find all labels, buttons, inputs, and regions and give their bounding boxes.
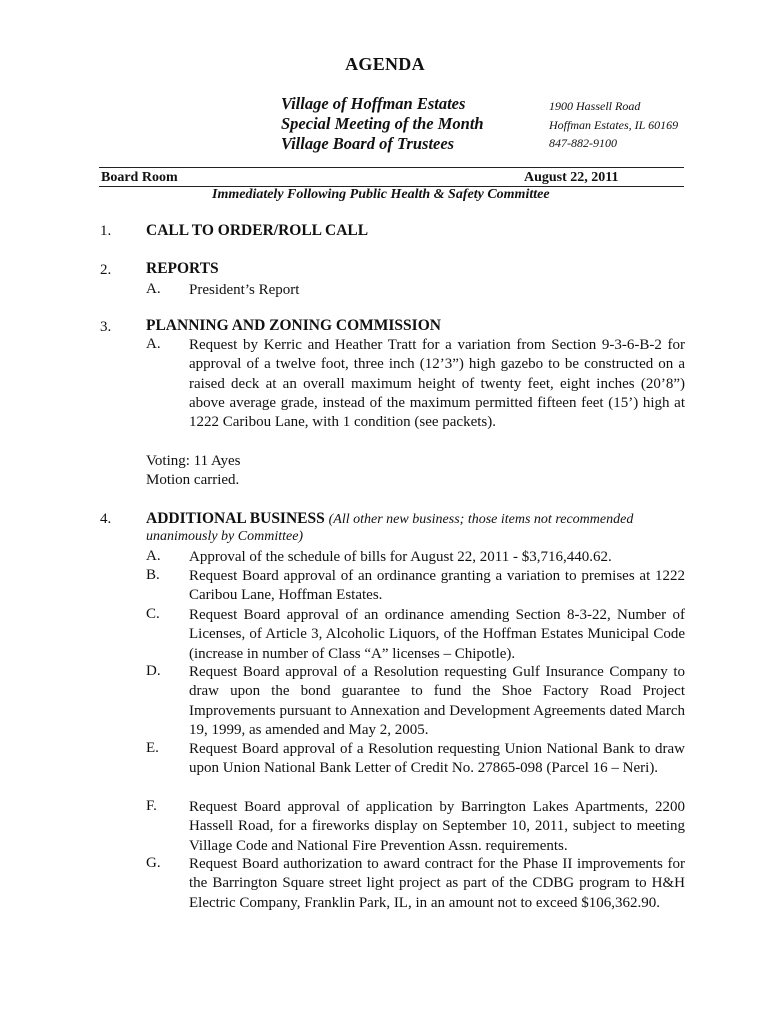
item-resolution-union-national: Request Board approval of a Resolution requesting Union National Bank to draw upon Union National Bank Letter of Credit No. 27865-098 (Parcel 16 – Neri).: [189, 741, 685, 777]
address-phone: 847-882-9100: [549, 136, 617, 150]
voting-result: Voting: 11 Ayes: [146, 453, 241, 469]
item-letter: F.: [146, 798, 157, 814]
section-title-text: ADDITIONAL BUSINESS: [146, 510, 325, 527]
meeting-following-note: Immediately Following Public Health & Safety Committee: [212, 187, 550, 202]
section-note: (All other new business; those items not recommended: [328, 512, 634, 527]
section-title-planning-zoning: PLANNING AND ZONING COMMISSION: [146, 317, 441, 334]
item-letter: B.: [146, 567, 160, 583]
item-fireworks-application: Request Board approval of application by Barrington Lakes Apartments, 2200 Hassell Road, for a fireworks display on September 10, 2011, subject to meeting Village Code and National Fire Prevention Assn. requirements.: [189, 799, 685, 854]
section-number: 1.: [100, 223, 112, 239]
item-ordinance-licenses: Request Board approval of an ordinance amending Section 8-3-22, Number of Licenses, of Article 3, Alcoholic Liquors, of the Hoffman Estates Municipal Code (increase in number of Class “A” licenses – Chipotle).: [189, 607, 685, 662]
meeting-room: Board Room: [101, 170, 178, 185]
agenda-title: AGENDA: [345, 54, 425, 74]
item-ordinance-variation: Request Board approval of an ordinance granting a variation to premises at 1222 Caribou Lane, Hoffman Estates.: [189, 568, 685, 604]
address-city: Hoffman Estates, IL 60169: [549, 117, 679, 132]
address-street: 1900 Hassell Road: [549, 99, 641, 113]
section-title-call-to-order: CALL TO ORDER/ROLL CALL: [146, 222, 369, 239]
item-letter: E.: [146, 740, 159, 756]
section-note-continued: unanimously by Committee): [146, 529, 304, 544]
section-title-reports: REPORTS: [146, 260, 219, 277]
item-letter: A.: [146, 548, 161, 564]
meeting-date: August 22, 2011: [524, 170, 619, 185]
org-line-village: Village of Hoffman Estates: [281, 94, 466, 113]
section-number: 4.: [100, 511, 112, 527]
item-resolution-gulf-insurance: Request Board approval of a Resolution requesting Gulf Insurance Company to draw upon the bond guarantee to fund the Shoe Factory Road Project Improvements pursuant to Annexation and Development Agreements dated March 19, 1999, as amended and May 2, 2005.: [189, 664, 685, 738]
org-line-meeting: Special Meeting of the Month: [281, 114, 484, 133]
item-letter: G.: [146, 855, 161, 871]
item-gazebo-variation: Request by Kerric and Heather Tratt for a variation from Section 9-3-6-B-2 for approval of a twelve foot, three inch (12’3”) high gazebo to be constructed on a raised deck at an overall maximum height of twenty feet, eight inches (20’8”) above average grade, instead of the maximum permitted fifteen feet (15’) high at 1222 Caribou Lane, with 1 condition (see packets).: [189, 337, 685, 431]
organization-block: [281, 94, 484, 154]
org-line-board: Village Board of Trustees: [281, 134, 455, 153]
item-letter: A.: [146, 281, 161, 297]
address-block: [549, 97, 678, 153]
motion-result: Motion carried.: [146, 472, 240, 488]
item-presidents-report: President’s Report: [189, 282, 300, 298]
item-schedule-of-bills: Approval of the schedule of bills for August 22, 2011 - $3,716,440.62.: [189, 549, 612, 565]
item-letter: D.: [146, 663, 161, 679]
section-number: 3.: [100, 319, 112, 335]
section-title-additional-business: [146, 510, 633, 528]
item-street-light-contract: Request Board authorization to award contract for the Phase II improvements for the Barrington Square street light project as part of the CDBG program to H&H Electric Company, Franklin Park, IL, in an amount not to exceed $106,362.90.: [189, 856, 685, 911]
item-letter: C.: [146, 606, 160, 622]
item-letter: A.: [146, 336, 161, 352]
header-rule-top: [99, 167, 684, 168]
section-number: 2.: [100, 262, 112, 278]
